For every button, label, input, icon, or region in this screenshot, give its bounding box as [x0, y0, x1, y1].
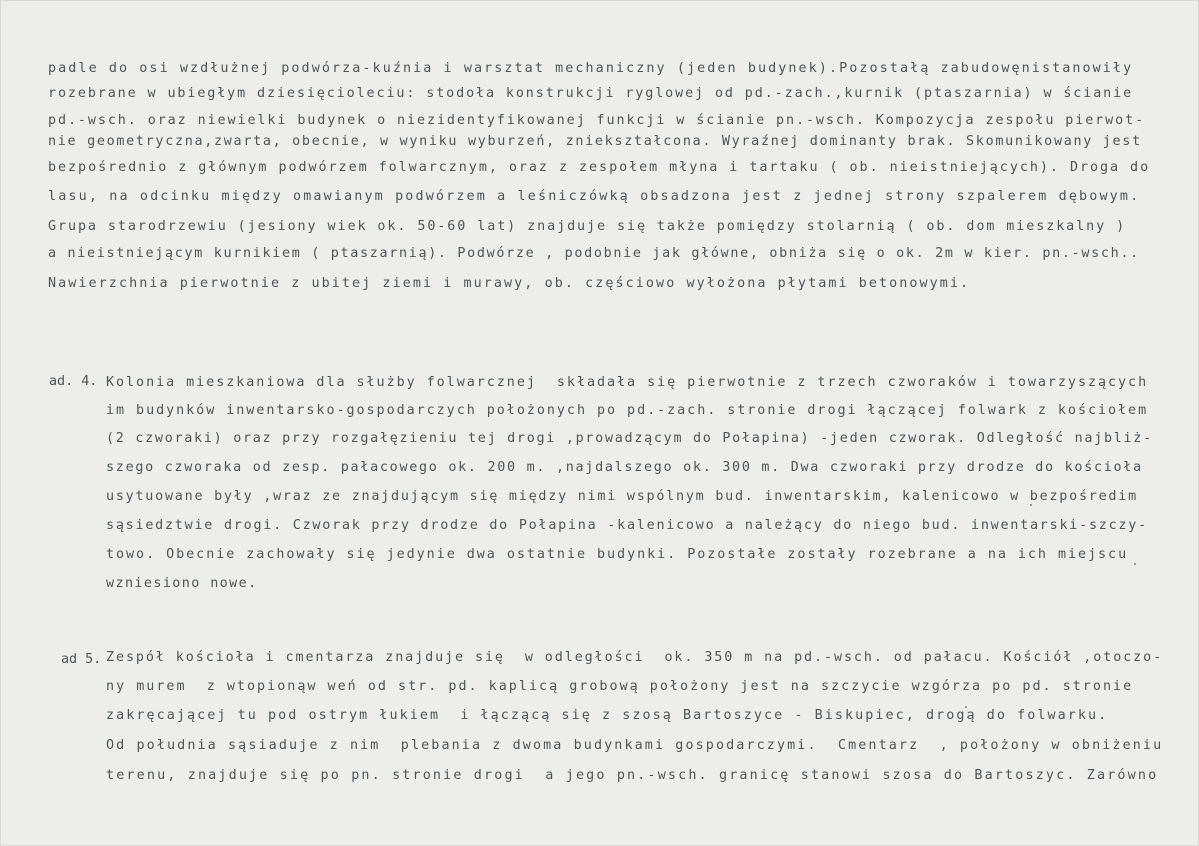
section-5-label: ad 5. — [61, 652, 102, 667]
text-line: Zespół kościoła i cmentarza znajduje się w odległości ok. 350 m na pd.-wsch. od pałacu. Kościół ,otoczo- — [106, 650, 1164, 665]
text-line: Grupa starodrzewiu (jesiony wiek ok. 50-60 lat) znajduje się także pomiędzy stolarnią ( ob. dom mieszkalny ) — [48, 219, 1127, 234]
text-line: lasu, na odcinku między omawianym podwórzem a leśniczówką obsadzona jest z jednej strony szpalerem dębowym. — [48, 189, 1141, 204]
ink-speck — [965, 706, 967, 708]
text-line: terenu, znajduje się po pn. stronie drogi a jego pn.-wsch. granicę stanowi szosa do Bartoszyc. Zarówno — [106, 768, 1159, 783]
text-line: Nawierzchnia pierwotnie z ubitej ziemi i murawy, ob. częściowo wyłożona płytami betonowymi. — [48, 276, 971, 291]
text-line: towo. Obecnie zachowały się jedynie dwa ostatnie budynki. Pozostałe zostały rozebrane a na ich miejscu — [106, 547, 1129, 562]
text-line: zakręcającej tu pod ostrym łukiem i łączącą się z szosą Bartoszyce - Biskupiec, drogą do folwarku. — [106, 708, 1109, 723]
text-line: Kolonia mieszkaniowa dla służby folwarcznej składała się pierwotnie z trzech czworaków i towarzyszących — [106, 375, 1149, 390]
text-line: szego czworaka od zesp. pałacowego ok. 200 m. ,najdalszego ok. 300 m. Dwa czworaki przy drodze do kościoła — [106, 460, 1143, 475]
text-line: a nieistniejącym kurnikiem ( ptaszarnią). Podwórze , podobnie jak główne, obniża się o ok. 2m w kier. pn.-wsch.. — [48, 246, 1140, 261]
text-line: wzniesiono nowe. — [106, 576, 258, 591]
text-line: ny murem z wtopionąw weń od str. pd. kaplicą grobową położony jest na szczycie wzgórza po pd. stronie — [106, 679, 1134, 694]
text-line: bezpośrednio z głównym podwórzem folwarcznym, oraz z zespołem młyna i tartaku ( ob. nieistniejących). Droga do — [48, 160, 1151, 175]
text-line: Od południa sąsiaduje z nim plebania z dwoma budynkami gospodarczymi. Cmentarz , położony w obniżeniu — [106, 738, 1164, 753]
text-line: sąsiedztwie drogi. Czworak przy drodze do Połapina -kalenicowo a należący do niego bud. inwentarski-szczy- — [106, 518, 1148, 533]
text-line: nie geometryczna,zwarta, obecnie, w wyniku wyburzeń, zniekształcona. Wyraźnej dominanty brak. Skomunikowany jest — [48, 134, 1142, 149]
ink-speck — [1030, 504, 1032, 506]
text-line: (2 czworaki) oraz przy rozgałęzieniu tej drogi ,prowadzącym do Połapina) -jeden czworak. Odległość najbliż- — [106, 431, 1153, 446]
section-4-label: ad. 4. — [49, 374, 98, 389]
text-line: im budynków inwentarsko-gospodarczych położonych po pd.-zach. stronie drogi łączącej folwark z kościołem — [106, 403, 1149, 418]
ink-speck — [1134, 563, 1136, 565]
text-line: pd.-wsch. oraz niewielki budynek o niezidentyfikowanej funkcji w ścianie pn.-wsch. Kompozycja zespołu pierwot- — [48, 113, 1146, 128]
text-line: rozebrane w ubiegłym dziesięcioleciu: stodoła konstrukcji ryglowej od pd.-zach.,kurnik (ptaszarnia) w ścianie — [48, 86, 1134, 101]
text-line: padle do osi wzdłużnej podwórza-kuźnia i warsztat mechaniczny (jeden budynek).Pozostałą zabudowęnistanowiły — [48, 61, 1134, 76]
text-line: usytuowane były ,wraz ze znajdującym się między nimi wspólnym bud. inwentarskim, kalenicowo w bezpośredim — [106, 489, 1138, 504]
